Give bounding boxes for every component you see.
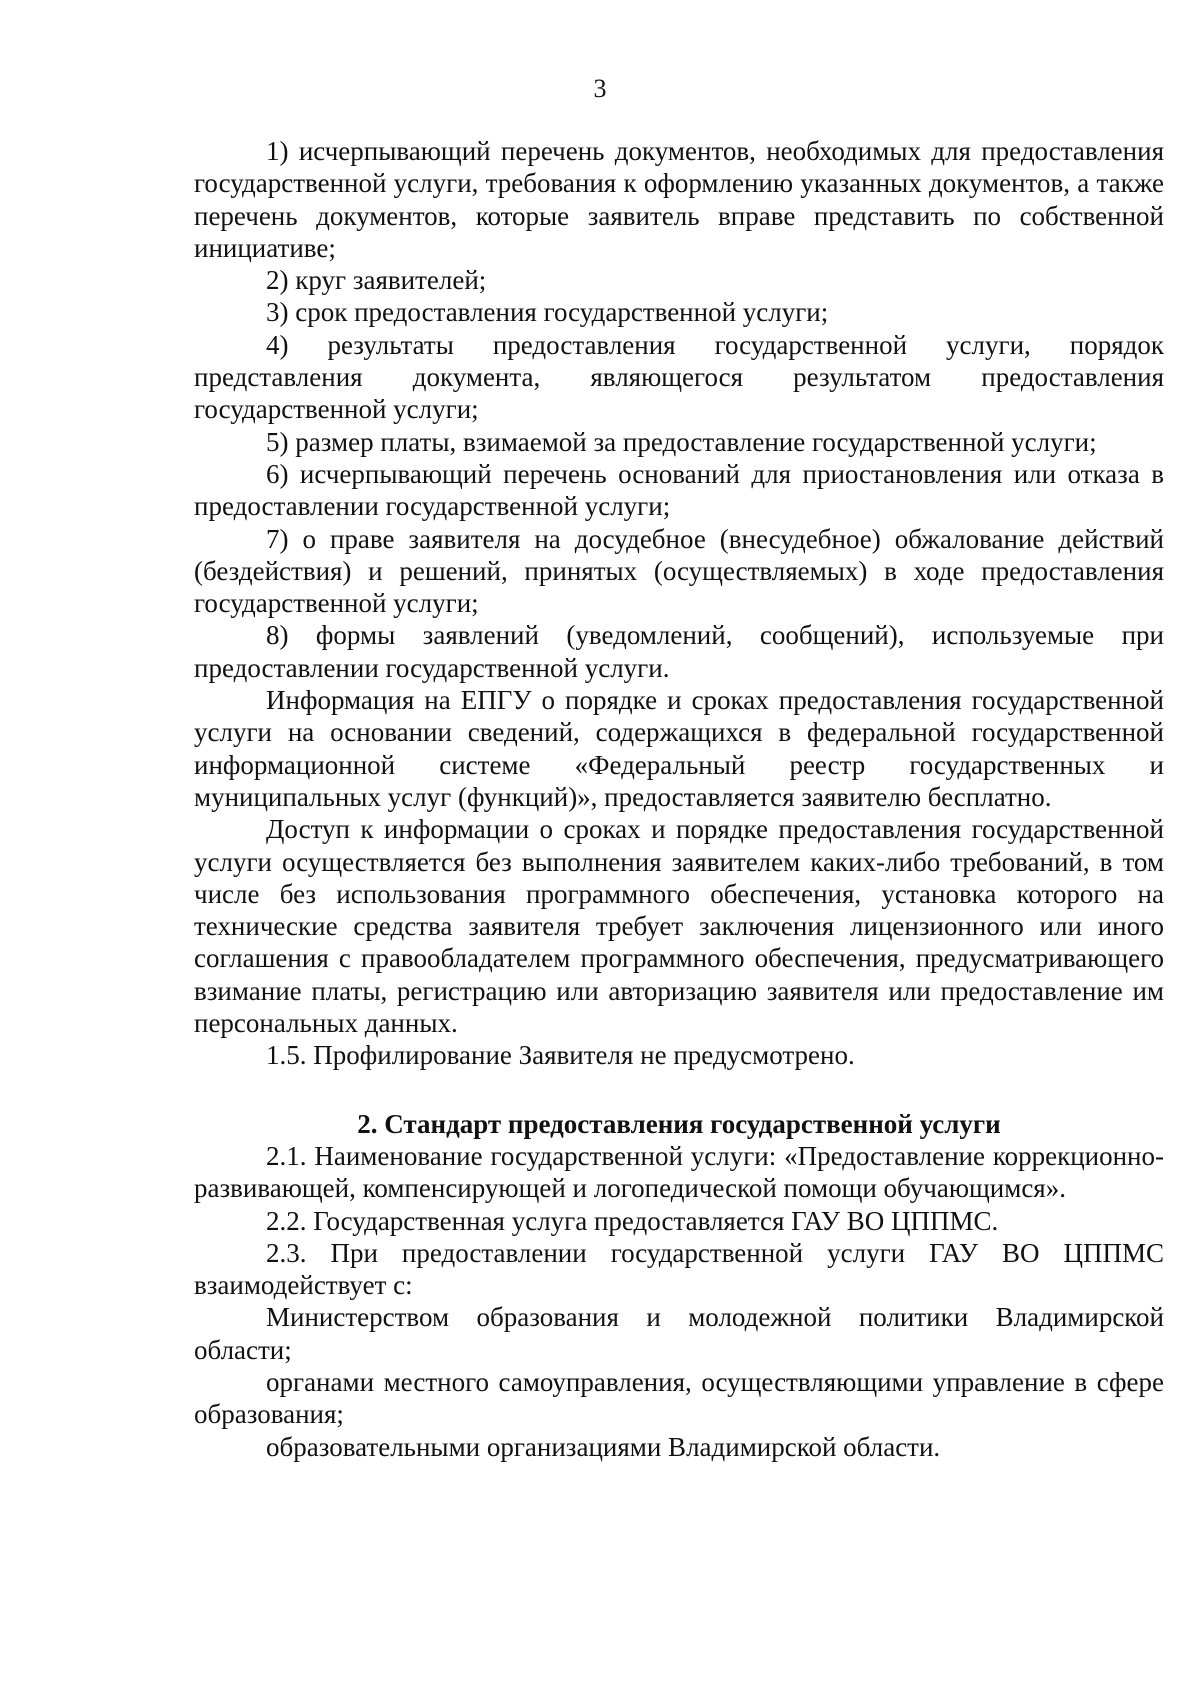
section-heading: 2. Стандарт предоставления государственной услуги (357, 1108, 1001, 1139)
section-item: 2.1. Наименование государственной услуги: «Предоставление коррекционно-развивающей, компенсирующей и логопедической помощи обучающимся». (194, 1140, 1164, 1204)
partner-item: Министерством образования и молодежной политики Владимирской области; (194, 1302, 1164, 1365)
list-item: 5) размер платы, взимаемой за предоставление государственной услуги; (266, 426, 1097, 457)
section-item: 2.3. При предоставлении государственной услуги ГАУ ВО ЦППМС взаимодействует с: (194, 1237, 1164, 1301)
list-item: 8) формы заявлений (уведомлений, сообщений), используемые при предоставлении государственной услуги. (194, 620, 1164, 683)
list-item: 4) результаты предоставления государственной услуги, порядок представления документа, являющегося результатом предоставления государственной услуги; (194, 329, 1164, 425)
list-item: 2) круг заявителей; (266, 265, 487, 296)
access-paragraph: Доступ к информации о сроках и порядке предоставления государственной услуги осуществляется без выполнения заявителем каких-либо требований, в том числе без использования программного обеспечения, установка которого на технические средства заявителя требует заключения лицензионного или иного соглашения с правообладателем программного обеспечения, предусматривающего взимание платы, регистрацию или авторизацию заявителя или предоставление им персональных данных. (194, 814, 1164, 1039)
list-item: 7) о праве заявителя на досудебное (внесудебное) обжалование действий (бездействия) и решений, принятых (осуществляемых) в ходе предоставления государственной услуги; (194, 523, 1164, 619)
document-body (194, 135, 1164, 1463)
partner-item: образовательными организациями Владимирской области. (266, 1431, 941, 1462)
section-item: 2.2. Государственная услуга предоставляется ГАУ ВО ЦППМС. (266, 1205, 999, 1236)
profiling-paragraph: 1.5. Профилирование Заявителя не предусмотрено. (266, 1040, 855, 1071)
list-item: 6) исчерпывающий перечень оснований для приостановления или отказа в предоставлении государственной услуги; (194, 458, 1164, 522)
partner-item: органами местного самоуправления, осуществляющими управление в сфере образования; (194, 1366, 1164, 1430)
info-paragraph: Информация на ЕПГУ о порядке и сроках предоставления государственной услуги на основании сведений, содержащихся в федеральной государственной информационной системе «Федеральный реестр государственных и муниципальных услуг (функций)», предоставляется заявителю бесплатно. (194, 685, 1164, 812)
page-number: 3 (593, 74, 607, 103)
list-item: 3) срок предоставления государственной услуги; (266, 297, 829, 328)
list-item: 1) исчерпывающий перечень документов, необходимых для предоставления государственной услуги, требования к оформлению указанных документов, а также перечень документов, которые заявитель вправе представить по собственной инициативе; (194, 136, 1164, 263)
